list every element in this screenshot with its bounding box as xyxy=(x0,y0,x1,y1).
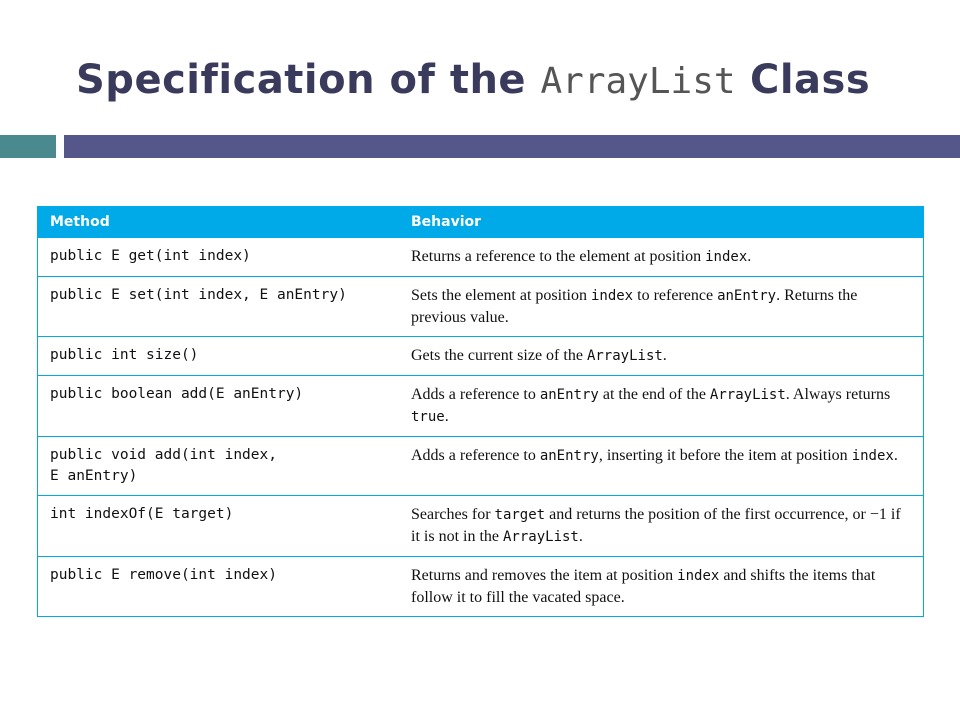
table-header-row xyxy=(38,207,923,237)
method-behavior xyxy=(399,336,923,375)
behavior-code: anEntry xyxy=(539,447,599,464)
behavior-text: to reference xyxy=(633,286,718,304)
behavior-text: . xyxy=(578,527,583,545)
method-behavior xyxy=(399,436,923,495)
behavior-code: ArrayList xyxy=(709,386,786,403)
behavior-text: . Always returns xyxy=(785,385,891,403)
behavior-text: and returns the position of the first occurrence, or −1 if it is not in the xyxy=(411,505,901,545)
behavior-text: , inserting it before the item at position xyxy=(598,446,852,464)
table-row xyxy=(38,556,923,616)
method-signature: public boolean add(E anEntry) xyxy=(38,375,399,436)
title-text-before: Specification of the xyxy=(76,57,541,103)
behavior-text: . xyxy=(444,407,449,425)
table-row xyxy=(38,276,923,336)
method-signature: public E get(int index) xyxy=(38,237,399,276)
behavior-text: Returns and removes the item at position xyxy=(411,566,678,584)
behavior-text: Searches for xyxy=(411,505,495,523)
behavior-code: index xyxy=(851,447,894,464)
method-signature: public E set(int index, E anEntry) xyxy=(38,276,399,336)
behavior-text: . xyxy=(662,346,667,364)
behavior-text: Returns a reference to the element at position xyxy=(411,247,706,265)
method-signature: public int size() xyxy=(38,336,399,375)
behavior-code: index xyxy=(677,567,720,584)
method-signature: int indexOf(E target) xyxy=(38,495,399,556)
behavior-text: . xyxy=(747,247,752,265)
method-behavior xyxy=(399,276,923,336)
behavior-code: ArrayList xyxy=(586,347,663,364)
behavior-text: Adds a reference to xyxy=(411,385,540,403)
accent-bar-navy xyxy=(64,135,960,158)
header-method: Method xyxy=(38,207,399,237)
method-behavior xyxy=(399,495,923,556)
header-behavior: Behavior xyxy=(399,207,923,237)
table-row xyxy=(38,336,923,375)
table-row xyxy=(38,375,923,436)
method-table xyxy=(37,206,924,617)
behavior-code: index xyxy=(705,248,748,265)
table-row xyxy=(38,237,923,276)
table-body xyxy=(38,237,923,616)
behavior-text: . xyxy=(893,446,898,464)
behavior-text: . Returns the previous value. xyxy=(411,286,858,326)
table-row xyxy=(38,436,923,495)
title-text-after: Class xyxy=(735,57,871,103)
behavior-text: and shifts the items that follow it to fill the vacated space. xyxy=(411,566,876,606)
behavior-code: anEntry xyxy=(717,287,777,304)
behavior-text: Adds a reference to xyxy=(411,446,540,464)
method-signature: public void add(int index, E anEntry) xyxy=(38,436,399,495)
behavior-text: at the end of the xyxy=(598,385,710,403)
method-behavior xyxy=(399,556,923,616)
behavior-code: target xyxy=(494,506,546,523)
method-behavior xyxy=(399,375,923,436)
method-behavior xyxy=(399,237,923,276)
title-class-name: ArrayList xyxy=(540,61,736,102)
accent-bar-teal xyxy=(0,135,56,158)
table-row xyxy=(38,495,923,556)
behavior-code: index xyxy=(590,287,634,304)
behavior-code: ArrayList xyxy=(503,528,579,545)
behavior-code: true xyxy=(411,408,445,425)
behavior-text: Gets the current size of the xyxy=(411,346,587,364)
behavior-text: Sets the element at position xyxy=(411,286,591,304)
behavior-code: anEntry xyxy=(539,386,599,403)
method-signature: public E remove(int index) xyxy=(38,556,399,616)
slide-title xyxy=(76,52,870,110)
